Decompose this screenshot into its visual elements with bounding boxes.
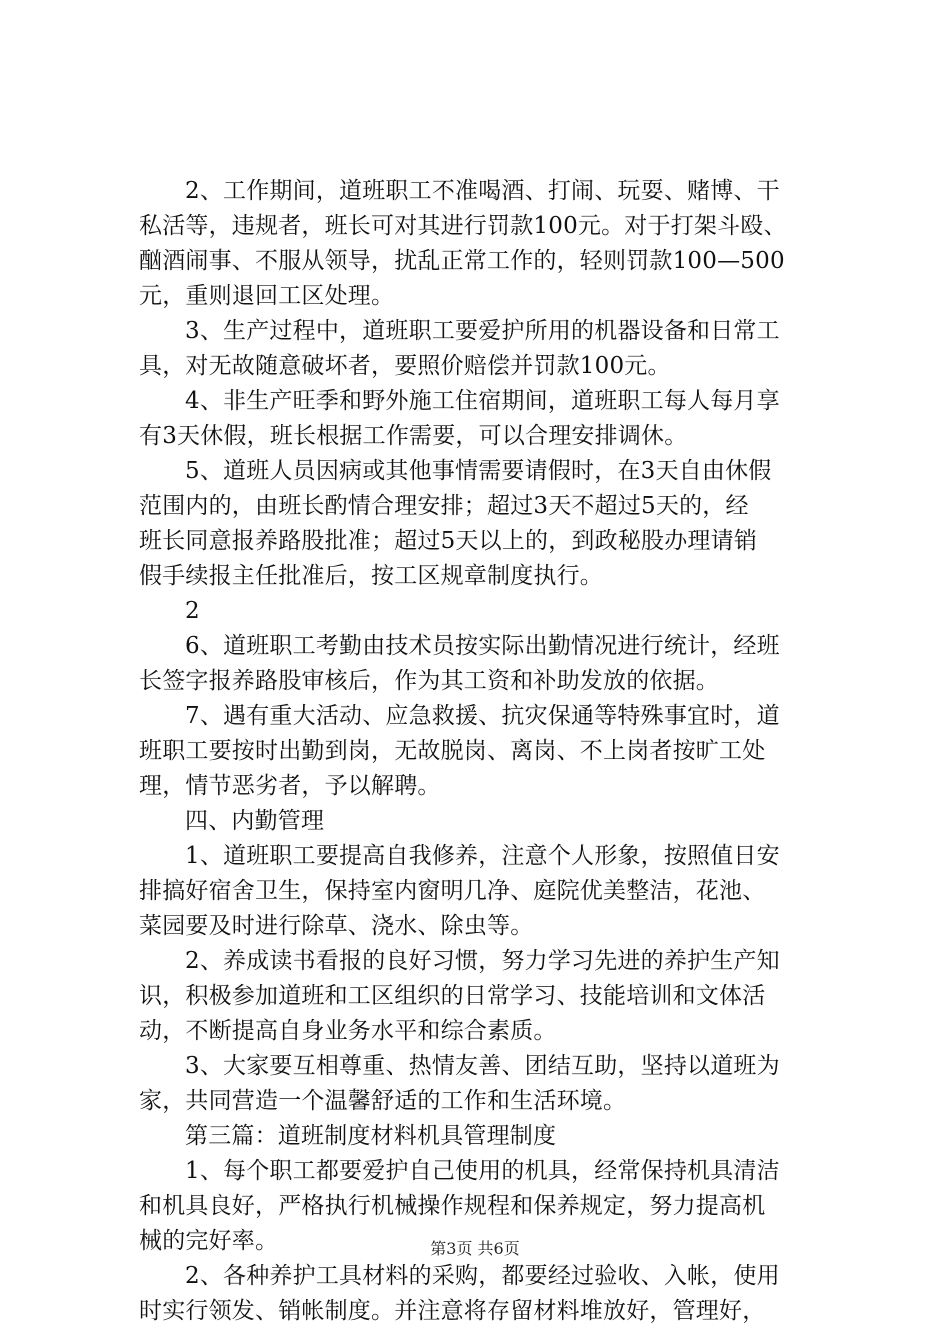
- text-line: 有3天休假，班长根据工作需要，可以合理安排调休。: [139, 423, 688, 449]
- text-line: 时实行领发、销帐制度。并注意将存留材料堆放好，管理好，: [139, 1298, 766, 1324]
- text-line: 2、工作期间，道班职工不准喝酒、打闹、玩耍、赌博、干: [185, 178, 780, 204]
- text-line: 具，对无故随意破坏者，要照价赔偿并罚款100元。: [139, 353, 671, 379]
- text-line: 元，重则退回工区处理。: [139, 283, 395, 309]
- text-line: 2、养成读书看报的良好习惯，努力学习先进的养护生产知: [185, 948, 780, 974]
- text-line: 菜园要及时进行除草、浇水、除虫等。: [139, 913, 534, 939]
- section-heading: 四、内勤管理: [185, 808, 325, 834]
- text-line: 和机具良好，严格执行机械操作规程和保养规定，努力提高机: [139, 1193, 766, 1219]
- text-line: 班职工要按时出勤到岗，无故脱岗、离岗、不上岗者按旷工处: [139, 738, 766, 764]
- text-line: 家，共同营造一个温馨舒适的工作和生活环境。: [139, 1088, 627, 1114]
- text-line: 2: [185, 598, 200, 624]
- text-line: 理，情节恶劣者，予以解聘。: [139, 773, 441, 799]
- text-line: 私活等，违规者，班长可对其进行罚款100元。对于打架斗殴、: [139, 213, 787, 239]
- text-line: 动，不断提高自身业务水平和综合素质。: [139, 1018, 557, 1044]
- text-line: 1、道班职工要提高自我修养，注意个人形象，按照值日安: [185, 843, 780, 869]
- page-number-footer: 第3页 共6页: [430, 1239, 520, 1258]
- text-line: 范围内的，由班长酌情合理安排；超过3天不超过5天的，经: [139, 493, 749, 519]
- text-line: 酗酒闹事、不服从领导，扰乱正常工作的，轻则罚款100—500: [139, 248, 785, 274]
- text-line: 7、遇有重大活动、应急救援、抗灾保通等特殊事宜时，道: [185, 703, 780, 729]
- text-line: 械的完好率。: [139, 1228, 279, 1254]
- document-body: [139, 174, 829, 1329]
- text-line: 3、生产过程中，道班职工要爱护所用的机器设备和日常工: [185, 318, 780, 344]
- text-line: 识，积极参加道班和工区组织的日常学习、技能培训和文体活: [139, 983, 766, 1009]
- text-line: 6、道班职工考勤由技术员按实际出勤情况进行统计，经班: [185, 633, 780, 659]
- text-line: 1、每个职工都要爱护自己使用的机具，经常保持机具清洁: [185, 1158, 780, 1184]
- text-line: 长签字报养路股审核后，作为其工资和补助发放的依据。: [139, 668, 719, 694]
- text-line: 班长同意报养路股批准；超过5天以上的，到政秘股办理请销: [139, 528, 758, 554]
- text-line: 2、各种养护工具材料的采购，都要经过验收、入帐，使用: [185, 1263, 780, 1289]
- text-line: 3、大家要互相尊重、热情友善、团结互助，坚持以道班为: [185, 1053, 780, 1079]
- text-line: 排搞好宿舍卫生，保持室内窗明几净、庭院优美整洁，花池、: [139, 878, 766, 904]
- text-line: 5、道班人员因病或其他事情需要请假时，在3天自由休假: [185, 458, 772, 484]
- text-line: 假手续报主任批准后，按工区规章制度执行。: [139, 563, 603, 589]
- text-line: 4、非生产旺季和野外施工住宿期间，道班职工每人每月享: [185, 388, 780, 414]
- section-heading: 第三篇：道班制度材料机具管理制度: [185, 1123, 557, 1149]
